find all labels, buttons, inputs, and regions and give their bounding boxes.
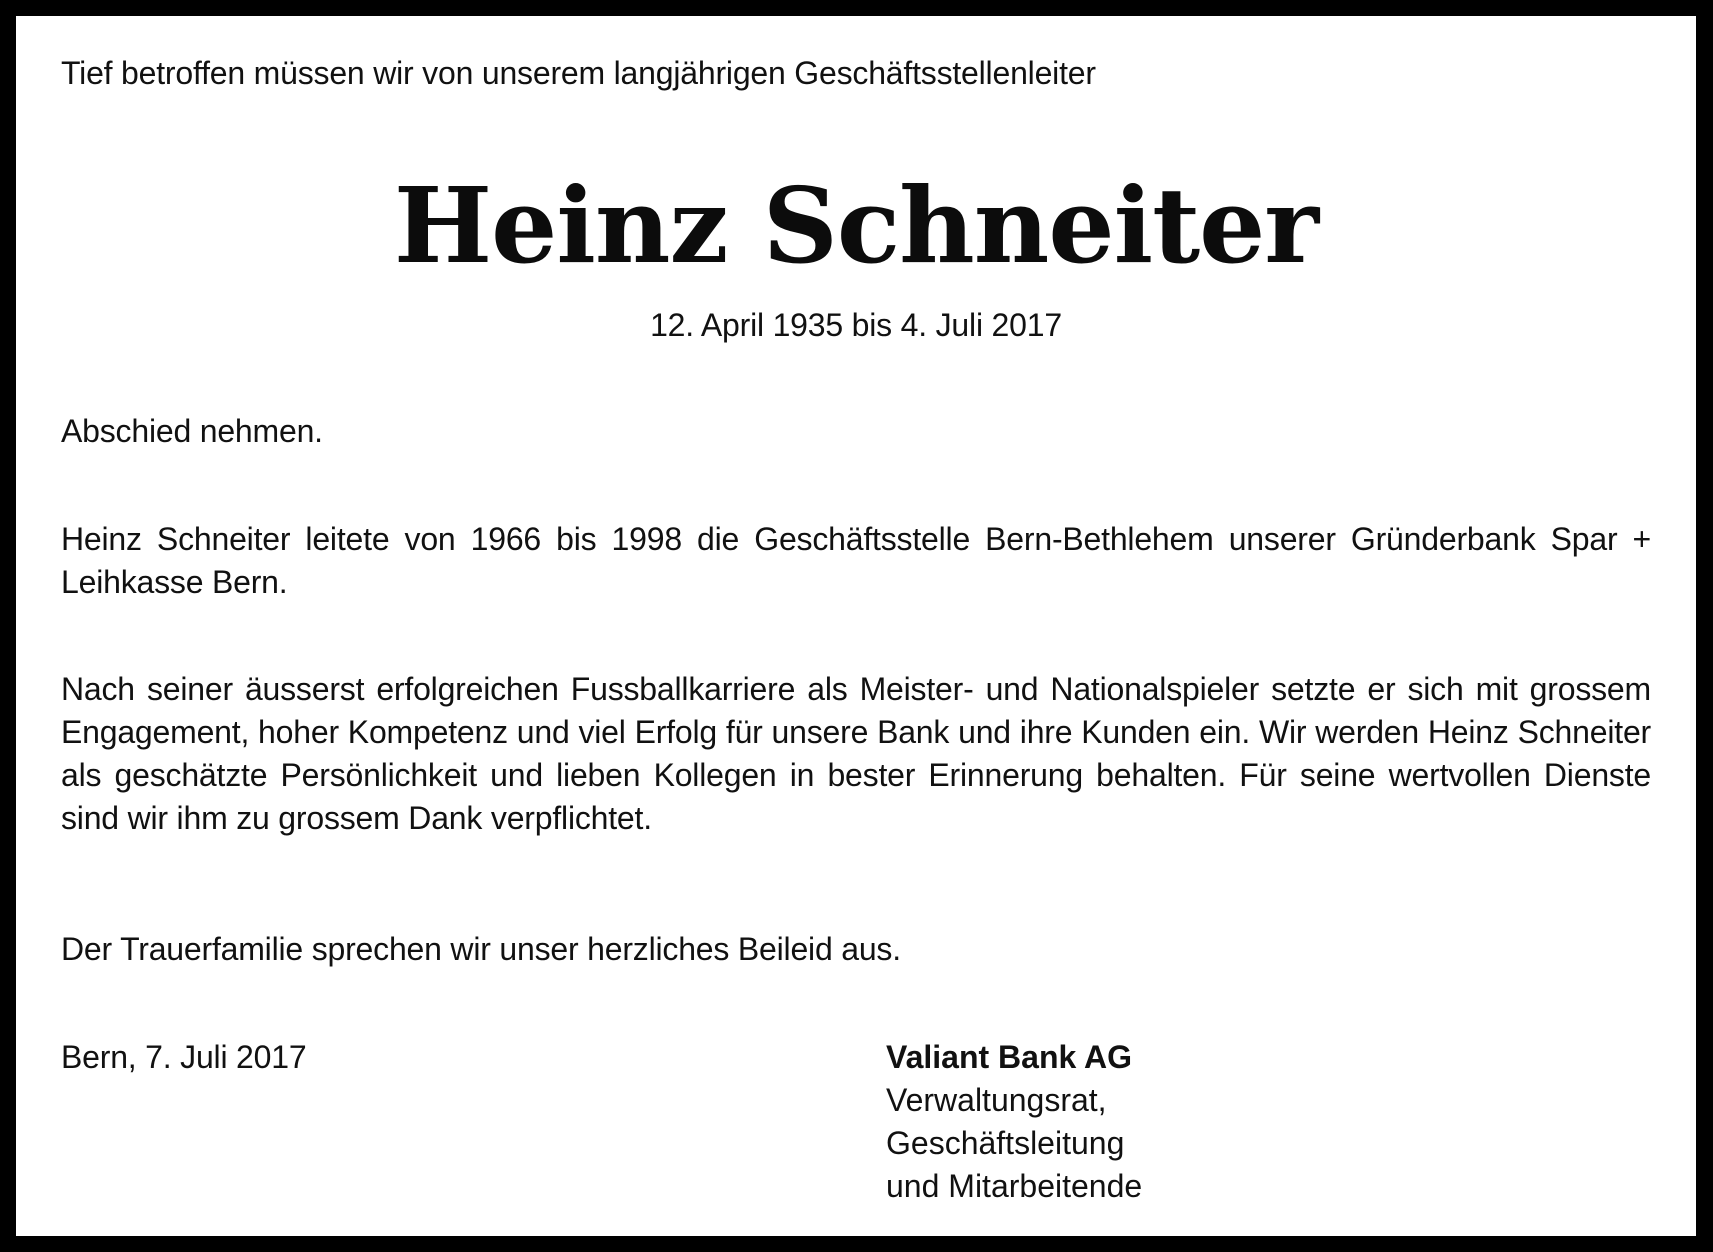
career-paragraph: Heinz Schneiter leitete von 1966 bis 1998 die Geschäftsstelle Bern-Bethlehem unserer Gründerbank Spar + Leihkasse Bern. (61, 521, 1651, 600)
deceased-name: Heinz Schneiter (393, 164, 1319, 287)
condolence-text: Der Trauerfamilie sprechen wir unser herzliches Beileid aus. (61, 931, 901, 967)
tribute-paragraph: Nach seiner äusserst erfolgreichen Fussballkarriere als Meister- und Nationalspieler setzte er sich mit grossem Engagement, hoher Kompetenz und viel Erfolg für unsere Bank und ihre Kunden ein. Wir werden Heinz Schneiter als geschätzte Persönlichkeit und lieben Kollegen in bester Erinnerung behalten. Für seine wertvollen Dienste sind wir ihm zu grossem Dank verpflichtet. (61, 671, 1651, 836)
signature-line: Geschäftsleitung (886, 1125, 1125, 1161)
signature-line: und Mitarbeitende (886, 1168, 1143, 1204)
life-dates: 12. April 1935 bis 4. Juli 2017 (650, 307, 1062, 343)
signature-company: Valiant Bank AG (886, 1039, 1132, 1075)
farewell-text: Abschied nehmen. (61, 413, 323, 449)
obituary-notice (16, 16, 1696, 1236)
signature-line: Verwaltungsrat, (886, 1082, 1107, 1118)
signature-block (886, 1036, 1142, 1208)
place-date: Bern, 7. Juli 2017 (61, 1039, 307, 1075)
intro-text: Tief betroffen müssen wir von unserem langjährigen Geschäftsstellenleiter (61, 55, 1096, 91)
